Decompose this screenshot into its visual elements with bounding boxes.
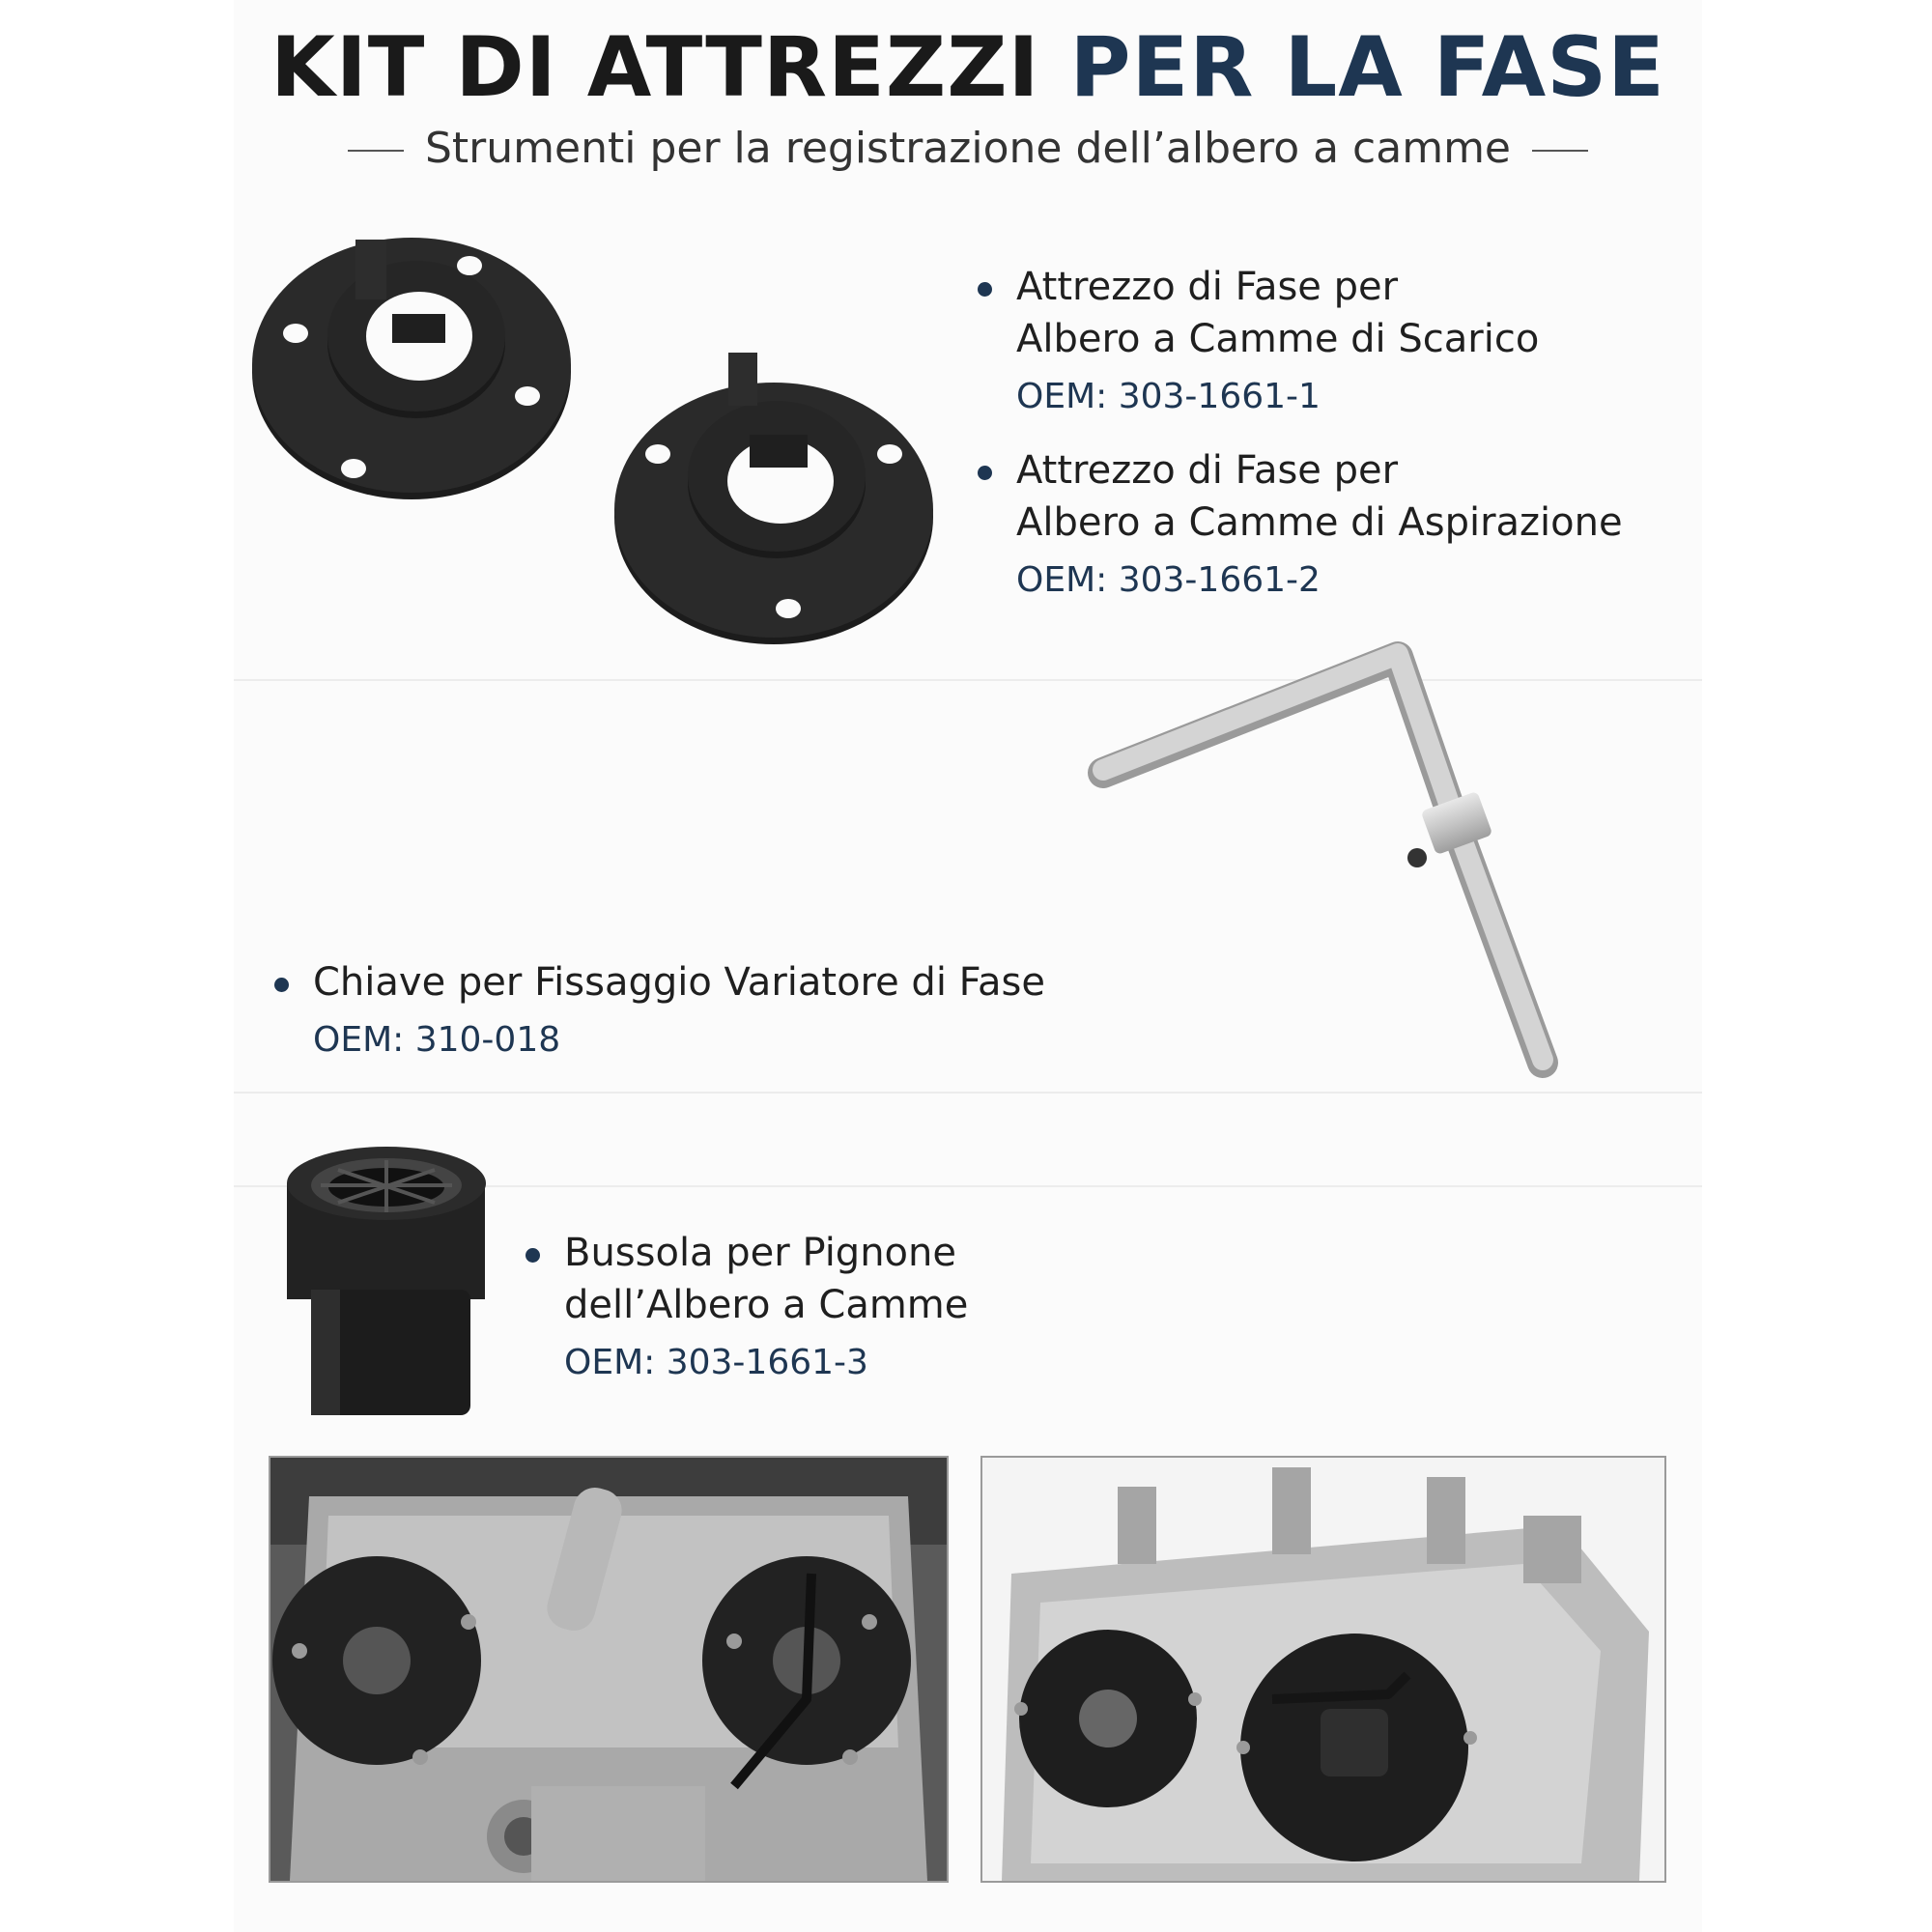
exhaust-tool-description (1016, 261, 1539, 416)
page-title (234, 19, 1702, 116)
socket-description (564, 1227, 968, 1382)
engine-photo-left (269, 1456, 949, 1883)
l-wrench-image (1084, 638, 1625, 1082)
title-part1: KIT DI ATTREZZI (270, 19, 1040, 116)
page-subtitle (234, 124, 1702, 173)
socket-name-2: dell’Albero a Camme (564, 1283, 969, 1327)
intake-plate-image (614, 353, 933, 644)
intake-tool-oem: OEM: 303-1661-2 (1016, 560, 1321, 600)
intake-tool-description (1016, 444, 1623, 600)
wrench-description (313, 956, 1045, 1060)
wrench-name: Chiave per Fissaggio Variatore di Fase (313, 956, 1045, 1009)
subtitle-dash-right (1532, 150, 1588, 152)
engine-photo-right (980, 1456, 1666, 1883)
camshaft-plates-image (247, 222, 962, 657)
intake-tool-name-2: Albero a Camme di Aspirazione (1016, 500, 1623, 545)
exhaust-tool-oem: OEM: 303-1661-1 (1016, 377, 1321, 416)
wrench-oem: OEM: 310-018 (313, 1020, 561, 1060)
subtitle-text: Strumenti per la registrazione dell’albero a camme (425, 124, 1511, 173)
socket-name-1: Bussola per Pignone (564, 1227, 968, 1279)
socket-oem: OEM: 303-1661-3 (564, 1343, 868, 1382)
exhaust-tool-name-2: Albero a Camme di Scarico (1016, 317, 1540, 361)
exhaust-plate-image (252, 238, 571, 499)
exhaust-tool-name-1: Attrezzo di Fase per (1016, 261, 1539, 313)
title-part2: PER LA FASE (1069, 19, 1665, 116)
spline-socket-image (282, 1145, 495, 1425)
section-divider-2 (234, 1092, 1702, 1094)
product-panel (234, 0, 1702, 1932)
subtitle-dash-left (348, 150, 404, 152)
intake-tool-name-1: Attrezzo di Fase per (1016, 444, 1623, 497)
